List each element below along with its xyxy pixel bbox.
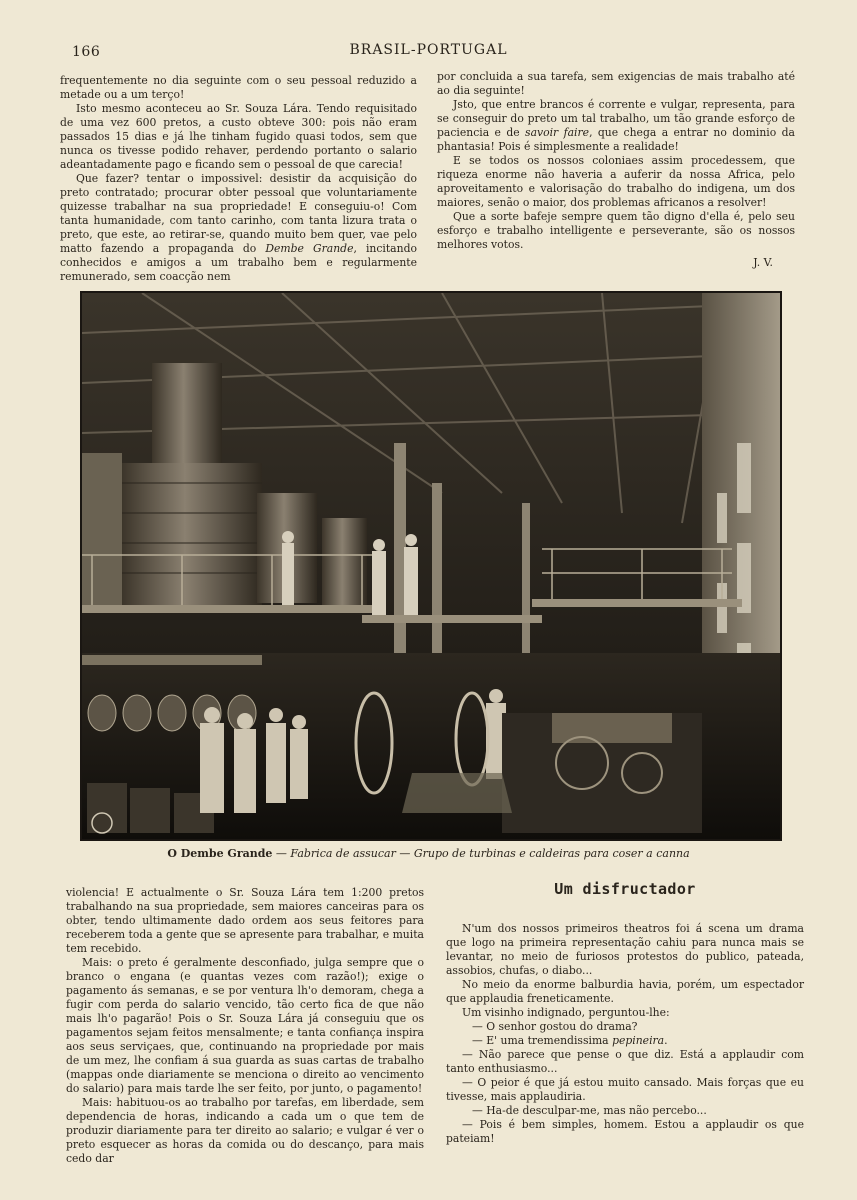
article-column-1: [60, 74, 417, 284]
dialogue-line: — Não parece que pense o que diz. Está a applaudir com tanto enthusiasmo...: [446, 1048, 804, 1075]
running-header: BRASIL-PORTUGAL: [349, 42, 508, 58]
photo-caption: [0, 847, 857, 860]
paragraph: Um visinho indignado, perguntou-lhe:: [462, 1006, 670, 1019]
article-title: Um disfructador: [554, 880, 696, 898]
text-run: Que fazer? tentar o impossivel: desistir da acquisição do preto contratado; procurar obter pessoal que voluntariamente quizesse trabalhar na sua propriedade! E conseguiu-o! Com tanta humanidade, com tanto carinho, com tanta lizura trata o preto, que este, ao retirar-se, quando muito bem quer, vae pelo matto fazendo a propaganda do: [60, 172, 417, 255]
factory-interior-illustration: [82, 293, 780, 839]
paragraph: Mais: o preto é geralmente desconfiado, julga sempre que o branco o engana (e quantas vezes com razão!); exige o pagamento ás semanas, e se por ventura lh'o demoram, chega a fugir com perda do salario vencido, tão certo fica de que não mais lh'o pagarão! Pois o Sr. Souza Lára já conseguiu que os pagamentos sejam feitos mensalmente; e tanta confiança inspira aos seus serviçaes, que, continuando na propriedade por mais de um mez, lhe confiam á sua guarda as suas cartas de trabalho (mappas onde diariamente se menciona o direito ao vencimento do salario) para mais tarde lhe ser feito, por junto, o pagamento!: [66, 956, 424, 1095]
paragraph: Isto mesmo aconteceu ao Sr. Souza Lára. Tendo requisitado de uma vez 600 pretos, a custo obteve 300: pois não eram passados 15 dias e já lhe tinham fugido quasi todos, sem que nunca os tivesse podido rehaver, perdendo portanto o salario adeantadamente pago e ficando sem o pessoal de que carecia!: [60, 102, 417, 171]
author-signature: J. V.: [753, 256, 773, 269]
text-run: .: [664, 1034, 668, 1047]
paragraph: Mais: habituou-os ao trabalho por tarefas, em liberdade, sem dependencia de horas, indicando a cada um o que tem de produzir diariamente para ter direito ao salario; e vulgar é ver o preto esquecer as horas da comida ou do descanço, para mais cedo dar: [66, 1096, 424, 1165]
paragraph: Que a sorte bafeje sempre quem tão digno d'ella é, pelo seu esforço e trabalho intelligente e perseverante, são os nossos melhores votos.: [437, 210, 795, 251]
caption-place: O Dembe Grande: [167, 847, 273, 860]
paragraph: violencia! E actualmente o Sr. Souza Lára tem 1:200 pretos trabalhando na sua propriedade, sem maiores canceiras para os obter, tendo ultimamente dado ordem aos seus feitores para receberem toda a gente que se apresente para trabalhar, e muita tem recebido.: [66, 886, 424, 955]
paragraph: [437, 98, 795, 154]
text-run: Jsto, que entre brancos é corrente e vulgar, representa, para se conseguir do preto um tal trabalho, um tão grande esforço de paciencia e de: [437, 98, 795, 139]
paragraph: No meio da enorme balburdia havia, porém, um espectador que applaudia freneticamente.: [446, 978, 804, 1005]
dialogue-line: — O senhor gostou do drama?: [472, 1020, 638, 1033]
italic-phrase: savoir faire: [525, 126, 590, 139]
italic-word: pepineira: [612, 1034, 665, 1047]
paragraph: N'um dos nossos primeiros theatros foi á scena um drama que logo na primeira representação cahiu para nunca mais se levantar, no meio de furiosos protestos do publico, pateada, assobios, chufas, o diabo...: [446, 922, 804, 977]
paragraph: por concluida a sua tarefa, sem exigencias de mais trabalho até ao dia seguinte!: [437, 70, 795, 97]
text-run: — E' uma tremendissima: [472, 1034, 613, 1047]
caption-description: — Fabrica de assucar — Grupo de turbinas e caldeiras para coser a canna: [272, 847, 690, 860]
article-column-3: [66, 886, 424, 1166]
dialogue-line: [446, 1034, 804, 1048]
italic-place-name: Dembe Grande: [265, 242, 354, 255]
text-run: , que chega a entrar no dominio da phantasia! Pois é simplesmente a realidade!: [437, 126, 795, 153]
paragraph: frequentemente no dia seguinte com o seu pessoal reduzido a metade ou a um terço!: [60, 74, 417, 101]
paragraph: E se todos os nossos coloniaes assim procedessem, que riqueza enorme não haveria a auferir da nossa Africa, pelo aproveitamento e valorisação do trabalho do indigena, um dos maiores, senão o maior, dos problemas africanos a resolver!: [437, 154, 795, 209]
dialogue-line: — Ha-de desculpar-me, mas não percebo...: [472, 1104, 707, 1117]
text-run: , incitando conhecidos e amigos a um trabalho bem e regularmente remunerado, sem coacção nem: [60, 242, 417, 283]
paragraph: [60, 172, 417, 284]
dialogue-line: — Pois é bem simples, homem. Estou a applaudir os que pateiam!: [446, 1118, 804, 1145]
article-column-2: [437, 70, 795, 270]
dialogue-line: — O peior é que já estou muito cansado. Mais forças que eu tivesse, mais applaudiria.: [446, 1076, 804, 1103]
article-column-4: [446, 922, 804, 1146]
page-number: 166: [72, 44, 101, 60]
factory-photograph: [80, 291, 782, 841]
